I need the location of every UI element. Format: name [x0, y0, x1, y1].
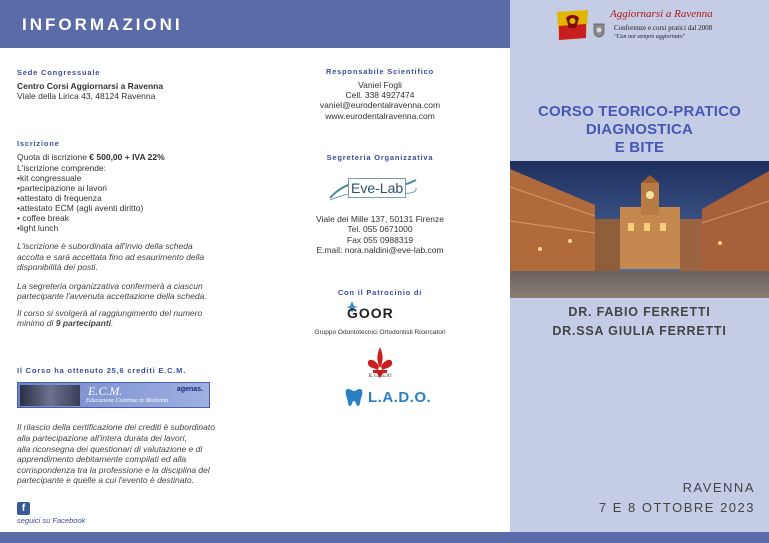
- facebook-link[interactable]: seguici su Facebook: [17, 516, 86, 525]
- note-line: partecipante l'avvenuta accettazione della scheda.: [17, 291, 207, 301]
- brand-title: Aggiornarsi a Ravenna: [610, 8, 713, 20]
- facebook-icon[interactable]: f: [17, 502, 30, 515]
- event-date: 7 E 8 OTTOBRE 2023: [598, 500, 755, 515]
- header-bar: [0, 0, 510, 48]
- responsabile-website[interactable]: www.eurodentalravenna.com: [325, 111, 435, 121]
- giglio-logo-text: IL GIGLIO: [368, 374, 392, 379]
- doctor-name: DR.SSA GIULIA FERRETTI: [552, 324, 727, 338]
- list-item: •partecipazione ai lavori: [17, 183, 107, 193]
- sede-name: Centro Corsi Aggiornarsi a Ravenna: [17, 81, 164, 91]
- ecm-logo-label: E.C.M.: [88, 384, 123, 398]
- ecm-note-line: partecipante e quelle a cui l'evento è destinato.: [17, 475, 194, 485]
- ravenna-seal-icon: [592, 22, 606, 38]
- aggiornarsi-flag-logo-icon: [554, 8, 592, 42]
- responsabile-email[interactable]: vaniel@eurodentalravenna.com: [319, 100, 441, 110]
- ecm-note-line: Il rilascio della certificazione dei crediti è subordinato: [17, 422, 215, 432]
- segreteria-title: Segreteria Organizzativa: [326, 153, 434, 162]
- evelab-logo-text: Eve-Lab: [348, 178, 406, 198]
- ecm-note-line: alla riconsegna dei questionari di valutazione e di: [17, 444, 203, 454]
- lado-logo: L.A.D.O.: [368, 389, 432, 406]
- segreteria-fax: Fax 055 0988319: [346, 235, 414, 245]
- iscrizione-title: Iscrizione: [17, 139, 60, 148]
- note-line: accolta e sarà accettata fino ad esaurimento della: [17, 252, 205, 262]
- event-city: RAVENNA: [682, 480, 755, 495]
- page-title: INFORMAZIONI: [22, 15, 183, 34]
- responsabile-name: Vaniel Fogli: [358, 80, 402, 90]
- course-title-line: CORSO TEORICO-PRATICO: [537, 103, 742, 120]
- note-line: minimo di 9 partecipanti.: [17, 318, 114, 328]
- patrocinio-title: Con il Patrocinio di: [337, 288, 423, 297]
- goor-caption: Gruppo Odontotecnici Ortodontisti Ricercatori: [314, 329, 446, 336]
- list-item: •attestato di frequenza: [17, 193, 102, 203]
- ecm-logo: [17, 382, 210, 408]
- quota-line: Quota di iscrizione € 500,00 + IVA 22%: [17, 152, 165, 162]
- segreteria-address: Viale dei Mille 137, 50131 Firenze: [316, 214, 444, 224]
- goor-logo: GOOR: [347, 305, 394, 321]
- course-title-line: DIAGNOSTICA: [585, 121, 694, 138]
- segreteria-email[interactable]: E.mail: nora.naldini@eve-lab.com: [316, 245, 444, 255]
- ecm-logo-sub: Educazione Continua in Medicina: [86, 398, 169, 404]
- ravenna-piazza-photo: [510, 161, 769, 298]
- ecm-title: Il Corso ha ottenuto 25,6 crediti E.C.M.: [17, 366, 187, 375]
- note-line: Il corso si svolgerà al raggiungimento del numero: [17, 308, 203, 318]
- ecm-note-line: corrispondenza tra la professione e la disciplina del: [17, 465, 210, 475]
- note-line: L'iscrizione è subordinata all'invio della scheda: [17, 241, 193, 251]
- list-item: •attestato ECM (agli aventi diritto): [17, 203, 144, 213]
- ecm-people-image: [20, 385, 80, 406]
- bottom-bar: [0, 532, 769, 543]
- evelab-logo: [328, 172, 418, 206]
- list-item: •kit congressuale: [17, 173, 82, 183]
- course-title-line: E BITE: [614, 139, 665, 156]
- ecm-note-line: apprendimento debitamente compilati ed alla: [17, 454, 187, 464]
- includes-label: L'iscrizione comprende:: [17, 163, 107, 173]
- list-item: •light lunch: [17, 223, 59, 233]
- doctor-name: DR. FABIO FERRETTI: [568, 305, 711, 319]
- sede-title: Sede Congressuale: [17, 68, 101, 77]
- responsabile-phone: Cell. 338 4927474: [345, 90, 415, 100]
- ecm-note-line: alla partecipazione all'intera durata dei lavori,: [17, 433, 187, 443]
- segreteria-tel: Tel. 055 0671000: [347, 224, 413, 234]
- agenas-logo: agenas.: [176, 386, 203, 393]
- tooth-icon: [344, 386, 364, 408]
- sede-address: Viale della Lirica 43, 48124 Ravenna: [17, 91, 156, 101]
- brand-subtitle: Conferenze e corsi pratici dal 2008: [614, 24, 713, 32]
- note-line: La segreteria organizzativa confermerà a ciascun: [17, 281, 203, 291]
- responsabile-title: Responsabile Scientifico: [326, 67, 434, 76]
- brand-quote: "Con noi sempre aggiornato": [614, 34, 685, 40]
- list-item: • coffee break: [17, 213, 69, 223]
- note-line: disponibilità dei posti.: [17, 262, 98, 272]
